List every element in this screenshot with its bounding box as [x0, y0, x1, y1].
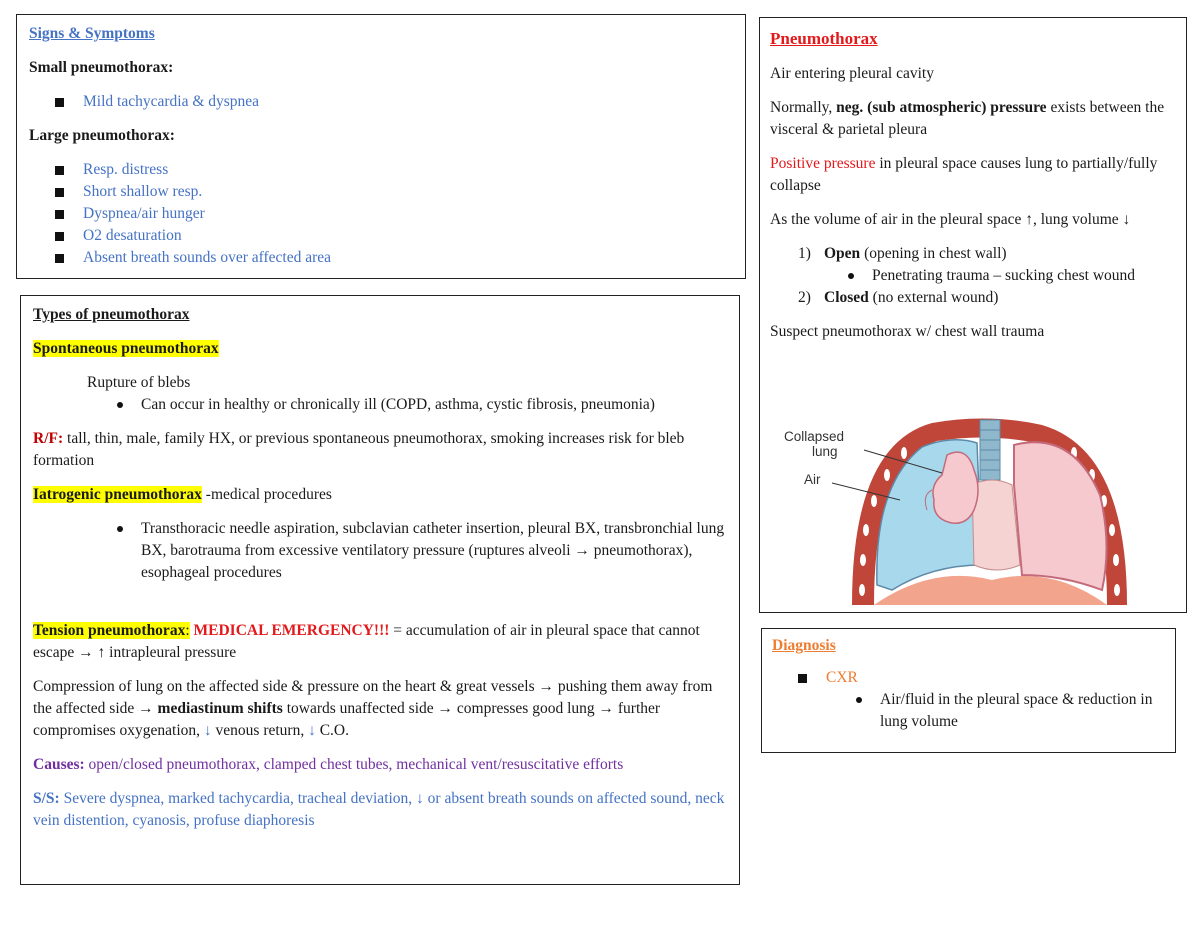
- list-item: Resp. distress: [69, 159, 733, 181]
- list-item: Mild tachycardia & dyspnea: [69, 91, 733, 113]
- square-bullet-icon: [798, 674, 807, 683]
- label-lung: lung: [812, 444, 838, 459]
- list-item: Short shallow resp.: [69, 181, 733, 203]
- iatrogenic-list: [115, 518, 727, 584]
- large-heading: Large pneumothorax:: [29, 127, 175, 144]
- square-bullet-icon: [55, 210, 64, 219]
- open-sublist: [846, 265, 1176, 287]
- dot-bullet-icon: [117, 402, 123, 408]
- small-list: [29, 91, 733, 113]
- large-list: [29, 159, 733, 269]
- list-item: Can occur in healthy or chronically ill (COPD, asthma, cystic fibrosis, pneumonia): [115, 394, 727, 416]
- ss-paragraph: S/S: Severe dyspnea, marked tachycardia, tracheal deviation, ↓ or absent breath sounds on affected sound, neck vein distention, cyanosis, profuse diaphoresis: [33, 790, 725, 829]
- risk-factors: R/F: tall, thin, male, family HX, or previous spontaneous pneumothorax, smoking increases risk for bleb formation: [33, 430, 685, 469]
- diagnosis-box: [761, 628, 1176, 753]
- diagnosis-list: [772, 667, 1165, 689]
- list-item: Absent breath sounds over affected area: [69, 247, 733, 269]
- square-bullet-icon: [55, 188, 64, 197]
- pneumo-title: Pneumothorax: [770, 29, 878, 48]
- list-item: Air/fluid in the pleural space & reduction in lung volume: [854, 689, 1165, 733]
- spontaneous-line: Rupture of blebs: [87, 374, 191, 391]
- list-item-open: 1) Open (opening in chest wall) Penetrating trauma – sucking chest wound: [798, 243, 1176, 287]
- tension-paragraph: Tension pneumothorax: MEDICAL EMERGENCY!!! = accumulation of air in pleural space that cannot escape → ↑ intrapleural pressure: [33, 622, 700, 661]
- square-bullet-icon: [55, 232, 64, 241]
- spontaneous-heading: Spontaneous pneumothorax: [33, 340, 219, 357]
- suspect-line: Suspect pneumothorax w/ chest wall trauma: [770, 323, 1045, 340]
- dot-bullet-icon: [856, 697, 862, 703]
- signs-symptoms-box: [16, 14, 746, 279]
- compression-paragraph: Compression of lung on the affected side & pressure on the heart & great vessels → pushing them away from the affected side → mediastinum shifts towards unaffected side → compresses good lung → further compromises oxygenation, ↓ venous return, ↓ C.O.: [33, 678, 713, 739]
- open-closed-list: [770, 243, 1176, 309]
- diagnosis-sublist: [854, 689, 1165, 733]
- label-collapsed: Collapsed: [784, 429, 845, 444]
- label-air: Air: [804, 472, 821, 487]
- types-box: [20, 295, 740, 885]
- square-bullet-icon: [55, 166, 64, 175]
- types-title: Types of pneumothorax: [33, 306, 190, 323]
- mediastinum: [972, 480, 1020, 570]
- signs-title: Signs & Symptoms: [29, 25, 155, 42]
- diagnosis-title: Diagnosis: [772, 637, 836, 654]
- volume-paragraph: As the volume of air in the pleural space ↑, lung volume ↓: [770, 211, 1131, 228]
- normally-paragraph: Normally, neg. (sub atmospheric) pressure exists between the visceral & parietal pleura: [770, 99, 1165, 138]
- square-bullet-icon: [55, 98, 64, 107]
- dot-bullet-icon: [848, 273, 854, 279]
- list-item: Dyspnea/air hunger: [69, 203, 733, 225]
- positive-paragraph: Positive pressure in pleural space causes lung to partially/fully collapse: [770, 155, 1158, 194]
- iatrogenic-line: Iatrogenic pneumothorax -medical procedures: [33, 486, 332, 503]
- pneumo-line1: Air entering pleural cavity: [770, 65, 934, 82]
- list-item-closed: 2) Closed (no external wound): [798, 289, 999, 306]
- dot-bullet-icon: [117, 526, 123, 532]
- list-item: CXR: [812, 667, 1165, 689]
- causes-paragraph: Causes: open/closed pneumothorax, clamped chest tubes, mechanical vent/resuscitative efforts: [33, 756, 624, 773]
- spontaneous-list: [115, 394, 727, 416]
- square-bullet-icon: [55, 254, 64, 263]
- list-item: Transthoracic needle aspiration, subclavian catheter insertion, pleural BX, transbronchial lung BX, barotrauma from excessive ventilatory pressure (ruptures alveoli → pneumothorax), esophageal procedures: [115, 518, 727, 584]
- list-item: Penetrating trauma – sucking chest wound: [846, 265, 1176, 287]
- collapsed-lung-illustration: [782, 415, 1142, 605]
- small-heading: Small pneumothorax:: [29, 59, 174, 76]
- list-item: O2 desaturation: [69, 225, 733, 247]
